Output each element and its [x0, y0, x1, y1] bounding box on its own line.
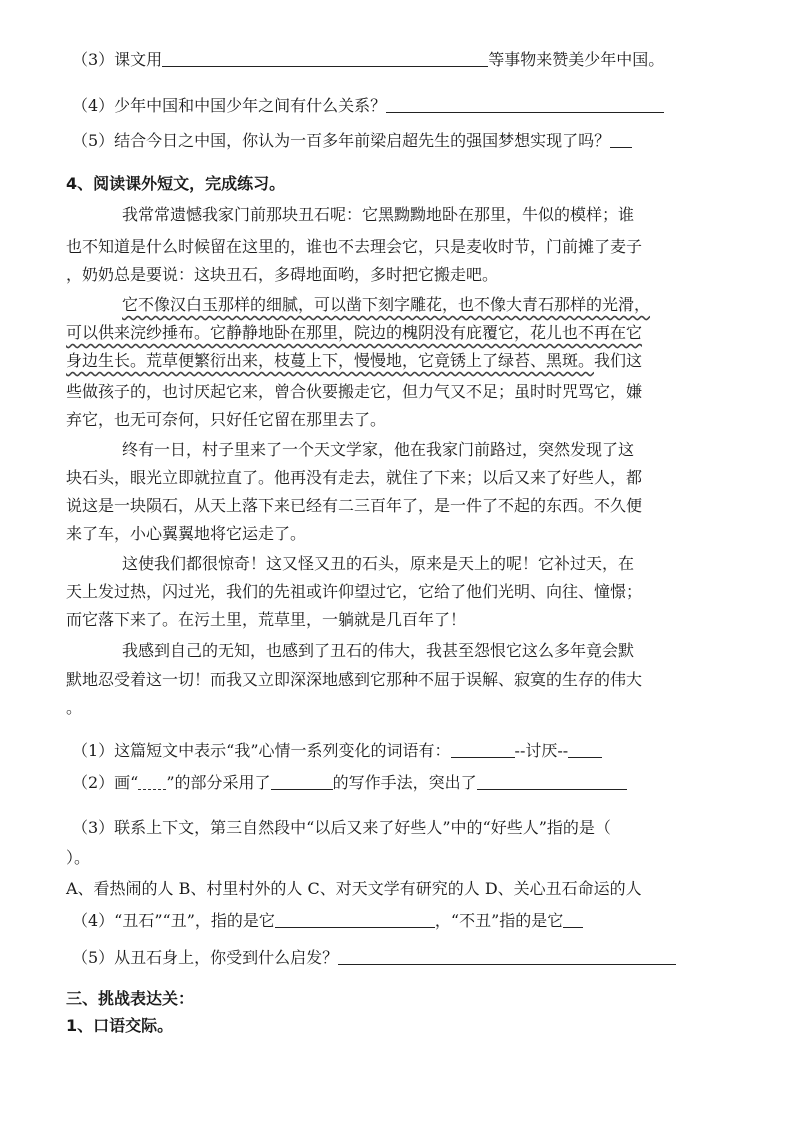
subsection-1-title: 1、口语交际。	[66, 1016, 174, 1035]
exercise-2: （2）画“ ”的部分采用了 的写作手法，突出了	[72, 773, 627, 793]
passage-line: 。	[66, 698, 83, 717]
answer-blank[interactable]	[338, 948, 676, 965]
passage-line: 这使我们都很惊奇！这又怪又丑的石头，原来是天上的呢！它补过天，在	[122, 554, 635, 573]
exercise-3: （3）联系上下文，第三自然段中“以后又来了好些人”中的“好些人”指的是（	[72, 818, 611, 837]
question-3: （3）课文用 等事物来赞美少年中国。	[72, 50, 665, 69]
question-5: （5）结合今日之中国，你认为一百多年前梁启超先生的强国梦想实现了吗？	[72, 131, 632, 151]
exercise-5: （5）从丑石身上，你受到什么启发？	[72, 948, 676, 968]
passage-line: 我常常遗憾我家门前那块丑石呢：它黑黝黝地卧在那里，牛似的模样；谁	[122, 205, 635, 224]
answer-blank[interactable]	[563, 911, 583, 928]
answer-blank[interactable]	[568, 741, 602, 758]
passage-line: 块石头，眼光立即就拉直了。他再没有走去，就住了下来；以后又来了好些人，都	[66, 468, 643, 487]
passage-line-underlined: 可以供来浣纱捶布。它静静地卧在那里，院边的槐阴没有庇覆它，花儿也不再在它	[66, 323, 643, 342]
passage-line: 而它落下来了。在污土里，荒草里，一躺就是几百年了！	[66, 610, 467, 629]
exercise-1: （1）这篇短文中表示“我”心情一系列变化的词语有： --讨厌--	[72, 741, 602, 761]
exercise-3-cont: ）。	[66, 848, 91, 867]
passage-line: 终有一日，村子里来了一个天文学家，他在我家门前路过，突然发现了这	[122, 440, 635, 459]
exercise-3-options: A、看热闹的人 B、村里村外的人 C、对天文学有研究的人 D、关心丑石命运的人	[66, 879, 642, 898]
passage-line: 弃它，也无可奈何，只好任它留在那里去了。	[66, 410, 387, 429]
section-4-title: 4、阅读课外短文，完成练习。	[66, 174, 286, 193]
passage-line-underlined: 它不像汉白玉那样的细腻，可以凿下刻字雕花，也不像大青石那样的光滑，	[122, 295, 651, 314]
passage-line: 天上发过热，闪过光，我们的先祖或许仰望过它，它给了他们光明、向往、憧憬；	[66, 582, 643, 601]
passage-line: 默地忍受着这一切！而我又立即深深地感到它那种不屈于误解、寂寞的生存的伟大	[66, 670, 643, 689]
answer-blank[interactable]	[610, 131, 632, 148]
passage-line: 也不知道是什么时候留在这里的，谁也不去理会它，只是麦收时节，门前摊了麦子	[66, 237, 643, 256]
wavy-mark-sample	[138, 779, 166, 790]
passage-line: 我感到自己的无知，也感到了丑石的伟大，我甚至怨恨它这么多年竟会默	[122, 641, 635, 660]
answer-blank[interactable]	[386, 96, 664, 113]
answer-blank[interactable]	[451, 741, 515, 758]
answer-blank[interactable]	[275, 911, 435, 928]
question-4: （4）少年中国和中国少年之间有什么关系？	[72, 96, 664, 116]
section-3-title: 三、挑战表达关：	[66, 989, 195, 1008]
passage-line-underlined: 身边生长。荒草便繁衍出来，枝蔓上下，慢慢地，它竟锈上了绿苔、黑斑。我们这	[66, 351, 643, 370]
passage-line: 来了车，小心翼翼地将它运走了。	[66, 524, 307, 543]
passage-line: 些做孩子的，也讨厌起它来，曾合伙要搬走它，但力气又不足；虽时时咒骂它，嫌	[66, 382, 643, 401]
answer-blank[interactable]	[271, 773, 333, 790]
answer-blank[interactable]	[477, 773, 627, 790]
passage-line: ，奶奶总是要说：这块丑石，多碍地面哟，多时把它搬走吧。	[66, 265, 499, 284]
exercise-4: （4）“丑石”“丑”，指的是它 ，“不丑”指的是它	[72, 911, 583, 931]
answer-blank[interactable]	[162, 50, 488, 67]
passage-line: 说这是一块陨石，从天上落下来已经有二三百年了，是一件了不起的东西。不久便	[66, 496, 643, 515]
